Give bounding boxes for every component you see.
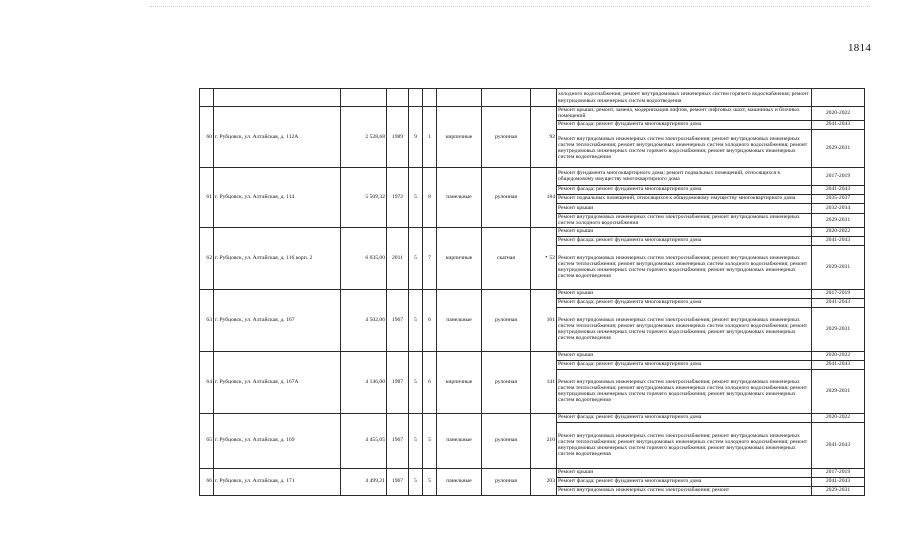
entrance-count: 6 <box>423 289 437 351</box>
work-description: Ремонт внутридомовых инженерных систем электроснабжения; ремонт внутридомовых инженерных систем теплоснабжения; ремонт внутридомовых инженерных систем холодного водоснабжения; ремонт внутридомовых инженерных систем горячего водоснабжения; ремонт внутридомовых инженерных систем водоотведения <box>557 422 812 468</box>
resident-count: 203 <box>531 468 557 495</box>
page-number: 1814 <box>848 42 872 54</box>
work-description: Ремонт внутридомовых инженерных систем электроснабжения; ремонт внутридомовых инженерных систем теплоснабжения; ремонт внутридомовых инженерных систем холодного водоснабжения; ремонт внутридомовых инженерных систем горячего водоснабжения; ремонт внутридомовых инженерных систем водоотведения <box>557 369 812 413</box>
roof-type: рулонная <box>482 167 531 227</box>
resident-count: 184 <box>531 167 557 227</box>
marker-bullet: • <box>545 254 548 261</box>
cell-empty <box>482 89 531 107</box>
work-description: Ремонт фундамента многоквартирного дома; ремонт подвальных помещений, относящихся к общедомовому имуществу многоквартирного дома <box>557 167 812 185</box>
building-area: 4 146,00 <box>341 351 387 413</box>
wall-material: панельные <box>437 413 482 468</box>
work-description: Ремонт внутридомовых инженерных систем электроснабжения; ремонт внутридомовых инженерных систем теплоснабжения; ремонт внутридомовых инженерных систем холодного водоснабжения; ремонт внутридомовых инженерных систем горячего водоснабжения; ремонт внутридомовых инженерных систем водоотведения <box>557 245 812 289</box>
build-year: 2011 <box>387 227 409 289</box>
building-address: г. Рубцовск, ул. Алтайская, д. 112А <box>214 107 341 168</box>
building-row <box>200 468 865 477</box>
work-period: 2020-2022 <box>812 351 865 360</box>
work-description: Ремонт крыши <box>557 351 812 360</box>
resident-count: 210 <box>531 413 557 468</box>
resident-count: 92 <box>531 107 557 168</box>
wall-material: панельные <box>437 167 482 227</box>
wall-material: кирпичные <box>437 227 482 289</box>
cell-empty <box>341 89 387 107</box>
work-period: 2029-2031 <box>812 213 865 227</box>
work-description: Ремонт крыши <box>557 289 812 298</box>
entrance-count: 6 <box>423 351 437 413</box>
wall-material: панельные <box>437 468 482 495</box>
floor-count: 5 <box>409 413 423 468</box>
building-row <box>200 167 865 185</box>
work-period: 2020-2022 <box>812 107 865 121</box>
cell-empty <box>200 89 214 107</box>
roof-type: скатная <box>482 227 531 289</box>
building-address: г. Рубцовск, ул. Алтайская, д. 169 <box>214 413 341 468</box>
building-row <box>200 227 865 236</box>
capital-repair-table <box>199 88 865 496</box>
build-year: 1987 <box>387 351 409 413</box>
building-area: 4 455,05 <box>341 413 387 468</box>
work-description: Ремонт фасада; ремонт фундамента многоквартирного дома <box>557 413 812 422</box>
roof-type: рулонная <box>482 107 531 168</box>
floor-count: 5 <box>409 227 423 289</box>
building-address: г. Рубцовск, ул. Алтайская, д. 116 корп. 2 <box>214 227 341 289</box>
work-description: Ремонт крыши <box>557 227 812 236</box>
row-number: 63 <box>200 289 214 351</box>
entrance-count: 5 <box>423 468 437 495</box>
building-row <box>200 413 865 422</box>
cell-empty <box>387 89 409 107</box>
building-address: г. Рубцовск, ул. Алтайская, д. 114 <box>214 167 341 227</box>
work-description: Ремонт крыши <box>557 468 812 477</box>
work-description: Ремонт внутридомовых инженерных систем электроснабжения; ремонт <box>557 486 812 495</box>
work-description: Ремонт фасада; ремонт фундамента многоквартирного дома <box>557 477 812 486</box>
cell-empty <box>531 89 557 107</box>
entrance-count: 5 <box>423 413 437 468</box>
building-area: 5 509,32 <box>341 167 387 227</box>
resident-count: 161 <box>531 289 557 351</box>
build-year: 1989 <box>387 107 409 168</box>
building-row <box>200 289 865 298</box>
wall-material: кирпичные <box>437 107 482 168</box>
floor-count: 5 <box>409 468 423 495</box>
floor-count: 9 <box>409 107 423 168</box>
work-period: 2017-2019 <box>812 167 865 185</box>
work-period: 2029-2031 <box>812 307 865 351</box>
build-year: 1972 <box>387 167 409 227</box>
work-description: Ремонт фасада; ремонт фундамента многоквартирного дома <box>557 298 812 307</box>
resident-count: 141 <box>531 351 557 413</box>
roof-type: рулонная <box>482 413 531 468</box>
entrance-count: 8 <box>423 167 437 227</box>
work-period: 2035-2037 <box>812 194 865 203</box>
work-period: 2041-2043 <box>812 120 865 129</box>
resident-count <box>531 227 557 289</box>
work-period: 2041-2043 <box>812 477 865 486</box>
row-number: 66 <box>200 468 214 495</box>
row-number: 61 <box>200 167 214 227</box>
work-period: 2029-2031 <box>812 245 865 289</box>
resident-count-value: 52 <box>549 254 555 261</box>
building-row <box>200 351 865 360</box>
work-description: Ремонт крыши <box>557 203 812 213</box>
floor-count: 5 <box>409 289 423 351</box>
work-period: 2041-2043 <box>812 298 865 307</box>
building-area: 2 528,68 <box>341 107 387 168</box>
work-period: 2029-2031 <box>812 129 865 167</box>
work-period: 2041-2043 <box>812 422 865 468</box>
work-description: Ремонт фасада; ремонт фундамента многоквартирного дома <box>557 185 812 194</box>
work-description: Ремонт крыши; ремонт, замена, модернизация лифтов, ремонт лифтовых шахт, машинных и блочных помещений <box>557 107 812 121</box>
wall-material: кирпичные <box>437 351 482 413</box>
work-period: 2017-2019 <box>812 289 865 298</box>
building-address: г. Рубцовск, ул. Алтайская, д. 167А <box>214 351 341 413</box>
continuation-row <box>200 89 865 107</box>
building-area: 6 035,00 <box>341 227 387 289</box>
work-description: Ремонт внутридомовых инженерных систем электроснабжения; ремонт внутридомовых инженерных систем теплоснабжения; ремонт внутридомовых инженерных систем холодного водоснабжения; ремонт внутридомовых инженерных систем горячего водоснабжения; ремонт внутридомовых инженерных систем водоотведения <box>557 129 812 167</box>
roof-type: рулонная <box>482 289 531 351</box>
building-row <box>200 107 865 121</box>
work-period: 2041-2043 <box>812 236 865 245</box>
build-year: 1967 <box>387 413 409 468</box>
work-period: 2032-2034 <box>812 203 865 213</box>
work-period: 2041-2043 <box>812 360 865 369</box>
cell-empty <box>423 89 437 107</box>
floor-count: 5 <box>409 351 423 413</box>
row-number: 60 <box>200 107 214 168</box>
work-description: Ремонт подвальных помещений, относящихся к общедомовому имуществу многоквартирного дома <box>557 194 812 203</box>
roof-type: рулонная <box>482 351 531 413</box>
work-period: 2029-2031 <box>812 486 865 495</box>
build-year: 1967 <box>387 289 409 351</box>
work-period: 2017-2019 <box>812 468 865 477</box>
work-description: Ремонт фасада; ремонт фундамента многоквартирного дома <box>557 236 812 245</box>
building-address: г. Рубцовск, ул. Алтайская, д. 167 <box>214 289 341 351</box>
row-number: 64 <box>200 351 214 413</box>
building-address: г. Рубцовск, ул. Алтайская, д. 171 <box>214 468 341 495</box>
cell-empty <box>409 89 423 107</box>
row-number: 62 <box>200 227 214 289</box>
work-description: холодного водоснабжения; ремонт внутридомовых инженерных систем горячего водоснабжения; ремонт внутридомовых инженерных систем водоотведения <box>557 89 812 107</box>
roof-type: рулонная <box>482 468 531 495</box>
work-description: Ремонт внутридомовых инженерных систем электроснабжения; ремонт внутридомовых инженерных систем холодного водоснабжения <box>557 213 812 227</box>
work-description: Ремонт фасада; ремонт фундамента многоквартирного дома <box>557 120 812 129</box>
work-period <box>812 89 865 107</box>
cell-empty <box>437 89 482 107</box>
row-number: 65 <box>200 413 214 468</box>
building-area: 4 502,06 <box>341 289 387 351</box>
work-period: 2020-2022 <box>812 227 865 236</box>
build-year: 1967 <box>387 468 409 495</box>
work-description: Ремонт фасада; ремонт фундамента многоквартирного дома <box>557 360 812 369</box>
scan-edge-noise <box>150 6 870 8</box>
wall-material: панельные <box>437 289 482 351</box>
entrance-count: 1 <box>423 107 437 168</box>
work-period: 2029-2031 <box>812 369 865 413</box>
cell-empty <box>214 89 341 107</box>
floor-count: 5 <box>409 167 423 227</box>
entrance-count: 7 <box>423 227 437 289</box>
work-description: Ремонт внутридомовых инженерных систем электроснабжения; ремонт внутридомовых инженерных систем теплоснабжения; ремонт внутридомовых инженерных систем холодного водоснабжения; ремонт внутридомовых инженерных систем горячего водоснабжения; ремонт внутридомовых инженерных систем водоотведения <box>557 307 812 351</box>
work-period: 2020-2022 <box>812 413 865 422</box>
building-area: 4 499,21 <box>341 468 387 495</box>
work-period: 2041-2043 <box>812 185 865 194</box>
